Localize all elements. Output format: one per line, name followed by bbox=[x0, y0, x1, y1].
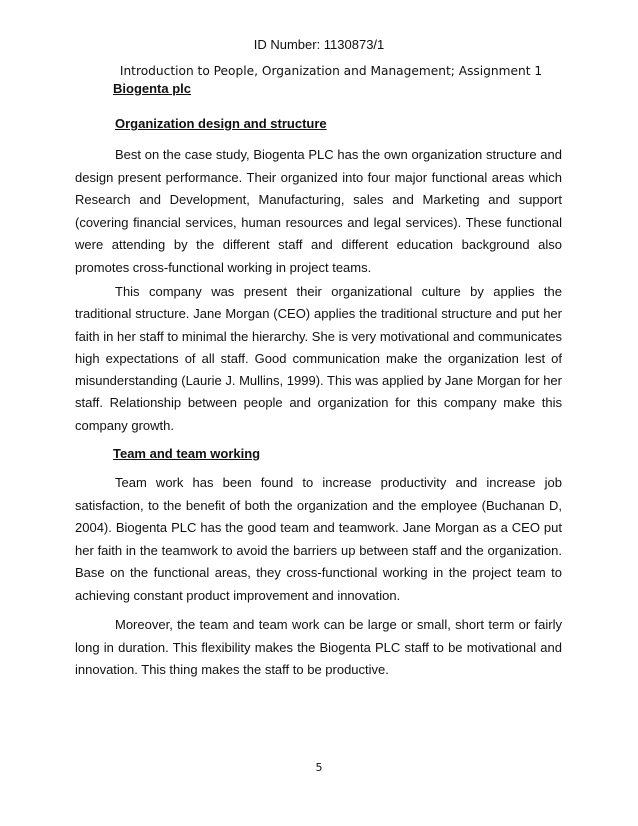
paragraph-culture: This company was present their organizational culture by applies the traditional structure. Jane Morgan (CEO) applies the traditional structure and put her faith in her staff to minimal the hierarchy. She is very motivational and communicates high expectations of all staff. Good communication make the organization lest of misunderstanding (Laurie J. Mullins, 1999). This was applied by Jane Morgan for her staff. Relationship between people and organization for this company make this company growth. bbox=[75, 284, 562, 433]
paragraph-flexibility: Moreover, the team and team work can be large or small, short term or fairly long in duration. This flexibility makes the Biogenta PLC staff to be motivational and innovation. This thing makes the staff to be productive. bbox=[75, 617, 562, 678]
course-title: Introduction to People, Organization and Management; Assignment 1 bbox=[119, 64, 543, 78]
company-heading: Biogenta plc bbox=[113, 81, 192, 96]
paragraph-structure: Best on the case study, Biogenta PLC has the own organization structure and design present performance. Their organized into four major functional areas which Research and Development, Manufacturing, sales and Marketing and support (covering financial services, human resources and legal services). These functional were attending by the different staff and different education background also promotes cross-functional working in project teams. bbox=[75, 147, 562, 275]
page-number: 5 bbox=[315, 761, 323, 774]
organization-heading: Organization design and structure bbox=[115, 116, 327, 131]
paragraph-teamwork: Team work has been found to increase productivity and increase job satisfaction, to the benefit of both the organization and the employee (Buchanan D, 2004). Biogenta PLC has the good team and teamwork. Jane Morgan as a CEO put her faith in the teamwork to avoid the barriers up between staff and the organization. Base on the functional areas, they cross-functional working in the project team to achieving constant product improvement and innovation. bbox=[75, 475, 562, 603]
team-heading: Team and team working bbox=[113, 446, 261, 461]
id-number: ID Number: 1130873/1 bbox=[253, 37, 385, 52]
